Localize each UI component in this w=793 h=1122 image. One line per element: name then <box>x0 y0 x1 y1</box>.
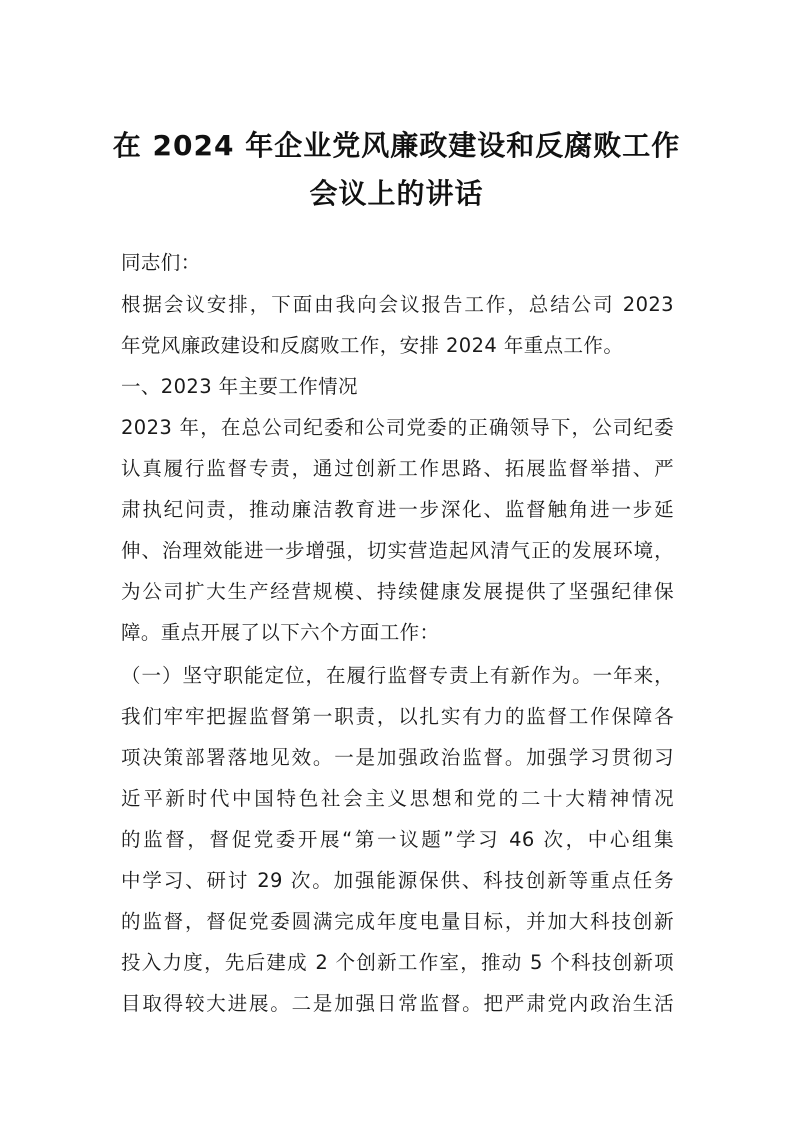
paragraph-line: 目取得较大进展。二是加强日常监督。把严肃党内政治生活 <box>121 992 674 1015</box>
paragraph-line: 肃执纪问责，推动廉洁教育进一步深化、监督触角进一步延 <box>121 498 674 521</box>
paragraph-line: 障。重点开展了以下六个方面工作： <box>121 621 440 644</box>
paragraph-line: 中学习、研讨 29 次。加强能源保供、科技创新等重点任务 <box>121 869 674 892</box>
document-title-line-1: 在 2024 年企业党风廉政建设和反腐败工作 <box>112 129 681 162</box>
salutation: 同志们： <box>121 251 201 274</box>
subsection-line: （一）坚守职能定位，在履行监督专责上有新作为。一年来， <box>121 664 674 687</box>
paragraph-line: 伸、治理效能进一步增强，切实营造起风清气正的发展环境， <box>121 539 674 562</box>
section-heading: 一、2023 年主要工作情况 <box>121 375 358 398</box>
paragraph-line: 近平新时代中国特色社会主义思想和党的二十大精神情况 <box>121 787 674 810</box>
paragraph-line: 投入力度，先后建成 2 个创新工作室，推动 5 个科技创新项 <box>121 951 674 974</box>
paragraph-line: 年党风廉政建设和反腐败工作，安排 2024 年重点工作。 <box>121 334 624 357</box>
paragraph-line: 的监督，督促党委开展“第一议题”学习 46 次，中心组集 <box>121 828 674 851</box>
document-title-line-2: 会议上的讲话 <box>309 177 484 210</box>
paragraph-line: 根据会议安排，下面由我向会议报告工作，总结公司 2023 <box>121 293 674 316</box>
paragraph-line: 的监督，督促党委圆满完成年度电量目标，并加大科技创新 <box>121 910 674 933</box>
paragraph-line: 认真履行监督专责，通过创新工作思路、拓展监督举措、严 <box>121 457 674 480</box>
paragraph-line: 2023 年，在总公司纪委和公司党委的正确领导下，公司纪委 <box>121 416 674 439</box>
paragraph-line: 项决策部署落地见效。一是加强政治监督。加强学习贯彻习 <box>121 746 674 769</box>
paragraph-line: 为公司扩大生产经营规模、持续健康发展提供了坚强纪律保 <box>121 580 674 603</box>
paragraph-line: 我们牢牢把握监督第一职责，以扎实有力的监督工作保障各 <box>121 705 674 728</box>
